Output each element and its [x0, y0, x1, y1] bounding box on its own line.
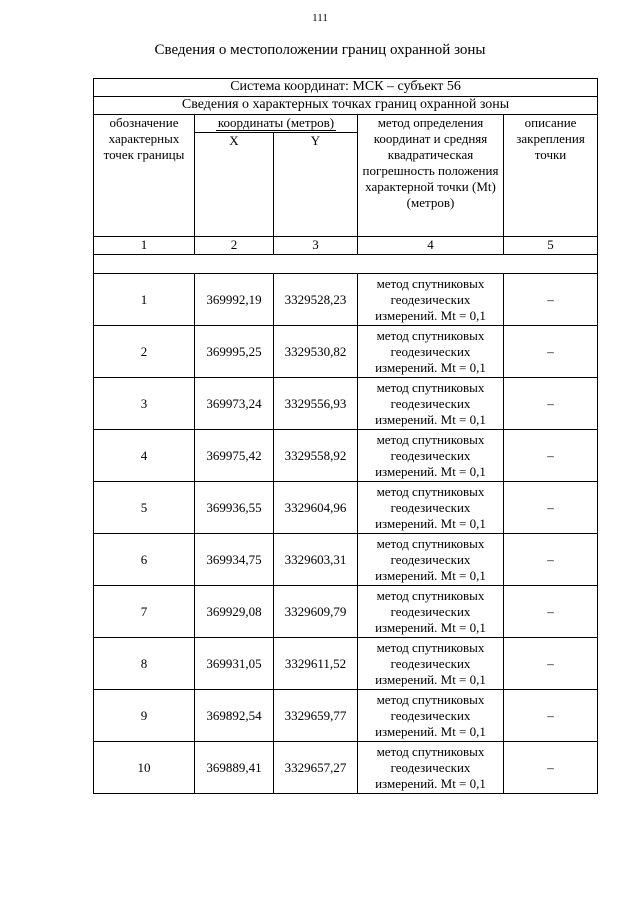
method-cell: [358, 482, 504, 534]
method-line: измерений. Mt = 0,1: [375, 359, 486, 375]
method-cell: [358, 378, 504, 430]
table-row: [94, 378, 598, 430]
description-cell: –: [504, 430, 598, 482]
header-y: Y: [274, 133, 358, 237]
x-coordinate-cell: 369892,54: [195, 690, 274, 742]
method-line: геодезических: [390, 395, 471, 411]
method-line: геодезических: [390, 499, 471, 515]
method-line: метод спутниковых: [376, 483, 485, 499]
empty-cell: [94, 255, 598, 274]
description-cell: –: [504, 586, 598, 638]
method-line: метод спутниковых: [376, 327, 485, 343]
point-number-cell: 1: [94, 274, 195, 326]
method-line: измерений. Mt = 0,1: [375, 775, 486, 791]
column-number: 3: [274, 237, 358, 255]
method-cell: [358, 586, 504, 638]
method-cell: [358, 430, 504, 482]
x-coordinate-cell: 369992,19: [195, 274, 274, 326]
method-line: геодезических: [390, 603, 471, 619]
x-coordinate-cell: 369929,08: [195, 586, 274, 638]
method-line: измерений. Mt = 0,1: [375, 463, 486, 479]
method-line: измерений. Mt = 0,1: [375, 671, 486, 687]
method-cell: [358, 690, 504, 742]
table-row: [94, 638, 598, 690]
table-row: [94, 482, 598, 534]
y-coordinate-cell: 3329657,27: [274, 742, 358, 794]
table-row: [94, 274, 598, 326]
points-section-header: Сведения о характерных точках границ охранной зоны: [94, 97, 598, 115]
method-line: метод спутниковых: [376, 743, 485, 759]
y-coordinate-cell: 3329611,52: [274, 638, 358, 690]
method-line: геодезических: [390, 655, 471, 671]
y-coordinate-cell: 3329659,77: [274, 690, 358, 742]
method-line: метод спутниковых: [376, 639, 485, 655]
method-cell: [358, 534, 504, 586]
y-coordinate-cell: 3329556,93: [274, 378, 358, 430]
y-coordinate-cell: 3329530,82: [274, 326, 358, 378]
method-line: геодезических: [390, 759, 471, 775]
header-method: метод определения координат и средняя квадратическая погрешность положения характерной точки (Mt) (метров): [358, 115, 504, 237]
table-row: [94, 534, 598, 586]
method-line: геодезических: [390, 343, 471, 359]
description-cell: –: [504, 690, 598, 742]
point-number-cell: 9: [94, 690, 195, 742]
header-point-designation: обозначение характерных точек границы: [94, 115, 195, 237]
point-number-cell: 10: [94, 742, 195, 794]
header-x: X: [195, 133, 274, 237]
point-number-cell: 4: [94, 430, 195, 482]
header-coordinates-label: координаты (метров): [217, 115, 335, 130]
x-coordinate-cell: 369934,75: [195, 534, 274, 586]
method-line: метод спутниковых: [376, 691, 485, 707]
table-row: [94, 586, 598, 638]
method-line: метод спутниковых: [376, 379, 485, 395]
x-coordinate-cell: 369889,41: [195, 742, 274, 794]
header-description: описание закрепления точки: [504, 115, 598, 237]
method-cell: [358, 742, 504, 794]
point-number-cell: 7: [94, 586, 195, 638]
method-line: измерений. Mt = 0,1: [375, 307, 486, 323]
description-cell: –: [504, 482, 598, 534]
column-number: 1: [94, 237, 195, 255]
method-cell: [358, 326, 504, 378]
method-line: метод спутниковых: [376, 587, 485, 603]
y-coordinate-cell: 3329609,79: [274, 586, 358, 638]
table-row: [94, 742, 598, 794]
x-coordinate-cell: 369995,25: [195, 326, 274, 378]
method-line: метод спутниковых: [376, 535, 485, 551]
y-coordinate-cell: 3329528,23: [274, 274, 358, 326]
column-number-row: [94, 237, 598, 255]
table-row: [94, 326, 598, 378]
column-number: 5: [504, 237, 598, 255]
method-cell: [358, 274, 504, 326]
coordinate-system-header: Система координат: МСК – субъект 56: [94, 79, 598, 97]
description-cell: –: [504, 326, 598, 378]
column-number: 2: [195, 237, 274, 255]
description-cell: –: [504, 274, 598, 326]
x-coordinate-cell: 369936,55: [195, 482, 274, 534]
point-number-cell: 8: [94, 638, 195, 690]
x-coordinate-cell: 369973,24: [195, 378, 274, 430]
column-number: 4: [358, 237, 504, 255]
method-line: измерений. Mt = 0,1: [375, 619, 486, 635]
table-row: [94, 690, 598, 742]
document-title: Сведения о местоположении границ охранной зоны: [154, 42, 486, 58]
y-coordinate-cell: 3329604,96: [274, 482, 358, 534]
method-line: измерений. Mt = 0,1: [375, 515, 486, 531]
x-coordinate-cell: 369975,42: [195, 430, 274, 482]
method-cell: [358, 638, 504, 690]
boundary-points-table: [93, 78, 598, 794]
method-line: метод спутниковых: [376, 275, 485, 291]
point-number-cell: 3: [94, 378, 195, 430]
method-line: геодезических: [390, 447, 471, 463]
description-cell: –: [504, 638, 598, 690]
description-cell: –: [504, 742, 598, 794]
point-number-cell: 6: [94, 534, 195, 586]
description-cell: –: [504, 534, 598, 586]
point-number-cell: 2: [94, 326, 195, 378]
method-line: измерений. Mt = 0,1: [375, 411, 486, 427]
page-number: 111: [312, 12, 328, 24]
method-line: геодезических: [390, 707, 471, 723]
method-line: измерений. Mt = 0,1: [375, 723, 486, 739]
x-coordinate-cell: 369931,05: [195, 638, 274, 690]
point-number-cell: 5: [94, 482, 195, 534]
y-coordinate-cell: 3329558,92: [274, 430, 358, 482]
description-cell: –: [504, 378, 598, 430]
y-coordinate-cell: 3329603,31: [274, 534, 358, 586]
method-line: измерений. Mt = 0,1: [375, 567, 486, 583]
method-line: геодезических: [390, 291, 471, 307]
method-line: метод спутниковых: [376, 431, 485, 447]
header-coordinates: [195, 115, 358, 133]
empty-row: [94, 255, 598, 274]
table-row: [94, 430, 598, 482]
method-line: геодезических: [390, 551, 471, 567]
